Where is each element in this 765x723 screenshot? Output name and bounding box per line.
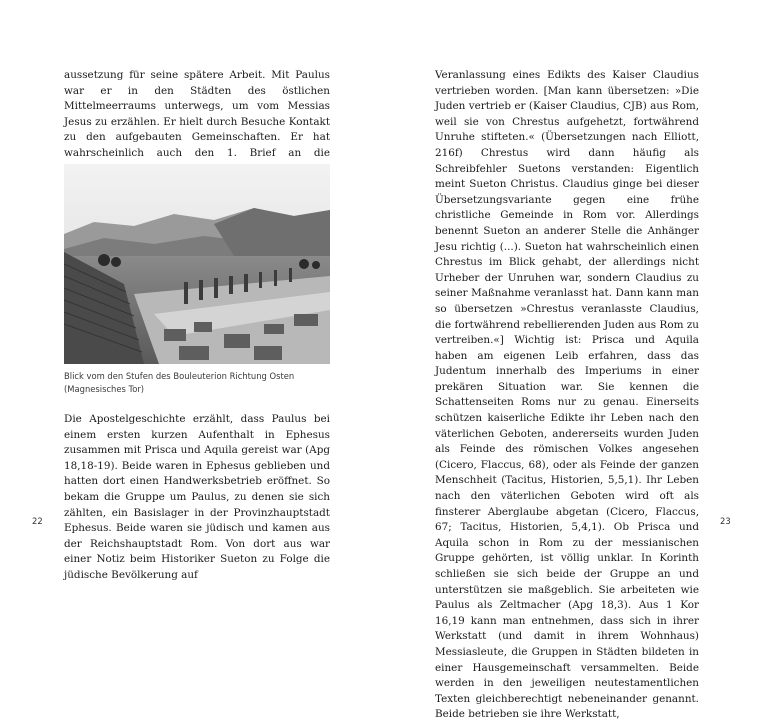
- right-main-paragraph: [435, 68, 699, 723]
- ruins-photo: [64, 164, 330, 364]
- left-top-paragraph: [64, 68, 330, 177]
- paragraph-text: Veranlassung eines Edikts des Kaiser Claudius vertrieben worden. [Man kann übersetzen: »Die Juden vertrieb er (Kaiser Claudius, CJB) aus Rom, weil sie von Chrestus aufgehetzt, fortwährend Unruhe stifteten.« (Übersetzungen nach Elliott, 216f) Chrestus wird dann häufig als Schreibfehler Suetons verstanden: Eigentlich meint Sueton Christus. Claudius ginge bei dieser Übersetzungsvariante gegen eine frühe christliche Gemeinde in Rom vor. Allerdings benennt Sueton an anderer Stelle die Anhänger Jesu richtig (...). Sueton hat wahrscheinlich einen Chrestus im Blick gehabt, der allerdings nicht Urheber der Unruhen war, sondern Claudius zu seiner Maßnahme veranlasst hat. Dann kann man so übersetzen »Chrestus veranlasste Claudius, die fortwährend rebellierenden Juden aus Rom zu vertreiben.«] Wichtig ist: Prisca und Aquila haben am eigenen Leib erfahren, dass das Judentum innerhalb des Imperiums in einer prekären Situation war. Sie kennen die Schattenseiten Roms nur zu genau. Einerseits schützen kaiserliche Edikte ihr Leben nach den väterlichen Geboten, andererseits wurden Juden als Feinde des römischen Volkes angesehen (Cicero, Flaccus, 68), oder als Feinde der ganzen Menschheit (Tacitus, Historien, 5,5,1). Ihr Leben nach den väterlichen Geboten wird oft als finsterer Aberglaube abgetan (Cicero, Flaccus, 67; Tacitus, Historien, 5,4,1). Ob Prisca und Aquila schon in Rom zu der messianischen Gruppe gehörten, ist völlig unklar. In Korinth schließen sie sich beide der Gruppe an und unterstützen sie maßgeblich. Sie arbeiteten wie Paulus als Zeltmacher (Apg 18,3). Aus 1 Kor 16,19 kann man entnehmen, dass sich in ihrer Werkstatt (und damit in ihrem Wohnhaus) Messiasleute, die Gruppen in Städten bildeten in einer Hausgemeinschaft versammelten. Beide werden in den jeweiligen neutestamentlichen Texten gleichberechtigt nebeneinander genannt. Beide betrieben sie ihre Werkstatt,: [435, 69, 699, 721]
- left-bottom-paragraph: [64, 412, 330, 584]
- caption-line: Blick vom den Stufen des Bouleuterion Richtung Osten: [64, 371, 295, 381]
- page-number-right: 23: [720, 516, 731, 526]
- ruins-photo-icon: [64, 164, 330, 364]
- page-number-left: 22: [32, 516, 43, 526]
- caption-line: (Magnesisches Tor): [64, 384, 145, 394]
- paragraph-text: Die Apostelgeschichte erzählt, dass Paulus bei einem ersten kurzen Aufenthalt in Ephesus zusammen mit Prisca und Aquila gereist war (Apg 18,18-19). Beide waren in Ephesus geblieben und hatten dort einen Handwerksbetrieb eröffnet. So bekam die Gruppe um Paulus, zu denen sie sich zählten, ein Basislager in der Provinzhauptstadt Ephesus. Beide waren sie jüdisch und kamen aus der Reichshauptstadt Rom. Von dort aus war einer Notiz beim Historiker Sueton zu Folge die jüdische Bevölkerung auf: [64, 413, 330, 581]
- photo-caption: [64, 370, 330, 396]
- right-page: [382, 0, 765, 721]
- paragraph-text: aussetzung für seine spätere Arbeit. Mit Paulus war er in den Städten des östlichen Mittelmeerraums unterwegs, um vom Messias Jesus zu erzählen. Er hielt durch Besuche Kontakt zu den aufgebauten Gemeinschaften. Er hat wahrscheinlich auch den 1. Brief an die: [64, 69, 330, 159]
- left-page: [0, 0, 382, 609]
